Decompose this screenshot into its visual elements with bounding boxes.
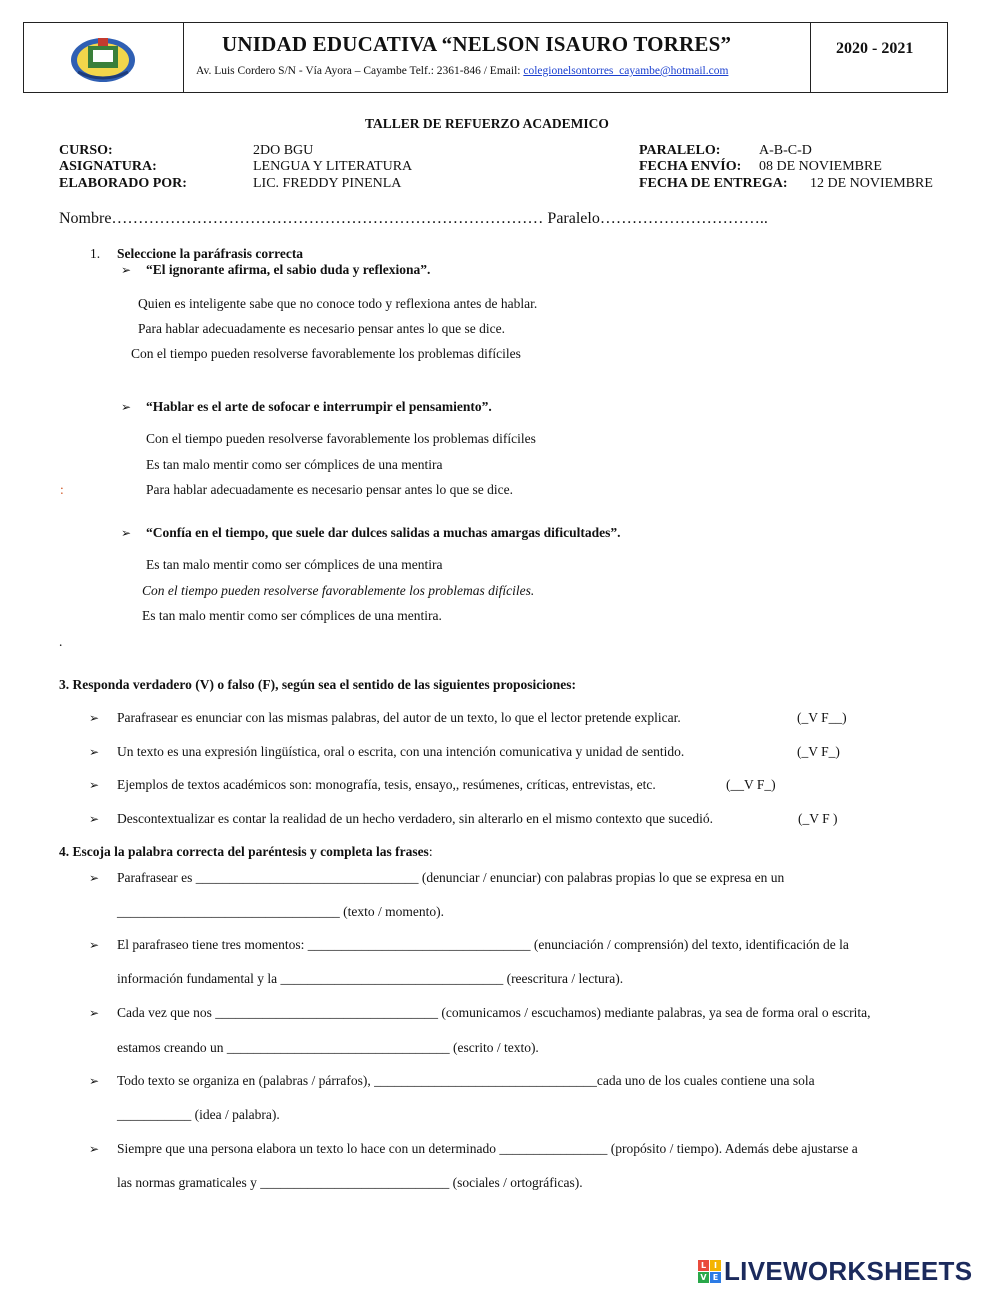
curso-label: CURSO:	[59, 143, 113, 158]
arrow-bullet-icon: ➢	[89, 1142, 100, 1156]
q4-line[interactable]: Todo texto se organiza en (palabras / párrafos), _________________________________cada uno de los cuales contiene una sola	[117, 1073, 815, 1088]
badge-letter: V	[698, 1272, 709, 1283]
arrow-bullet-icon: ➢	[89, 938, 100, 952]
paralelo-label: PARALELO:	[639, 143, 721, 158]
elaborado-value: LIC. FREDDY PINENLA	[253, 176, 402, 191]
fecha-entrega-value: 12 DE NOVIEMBRE	[810, 176, 933, 191]
q3-answer[interactable]: (__V F_)	[726, 777, 776, 792]
side-mark: :	[60, 482, 64, 497]
arrow-bullet-icon: ➢	[89, 778, 100, 792]
email-link[interactable]: colegionelsontorres_cayambe@hotmail.com	[523, 65, 729, 77]
school-year: 2020 - 2021	[836, 40, 914, 57]
q1-number: 1.	[90, 246, 101, 261]
school-address	[196, 65, 728, 77]
liveworksheets-brand: LIVEWORKSHEETS	[724, 1256, 973, 1286]
badge-letter: I	[710, 1260, 721, 1271]
q4-line[interactable]: estamos creando un _________________________________ (escrito / texto).	[117, 1040, 539, 1055]
logo-cell	[24, 23, 184, 92]
school-name: UNIDAD EDUCATIVA “NELSON ISAURO TORRES”	[222, 32, 732, 56]
q1-option[interactable]: Con el tiempo pueden resolverse favorablemente los problemas difíciles	[146, 431, 536, 446]
q1-option[interactable]: Es tan malo mentir como ser cómplices de una mentira	[146, 457, 443, 472]
stray-dot: .	[59, 634, 63, 649]
q4-heading-colon: :	[428, 844, 433, 859]
q4-line[interactable]: ___________ (idea / palabra).	[117, 1107, 280, 1122]
asignatura-label: ASIGNATURA:	[59, 159, 157, 174]
elaborado-label: ELABORADO POR:	[59, 176, 187, 191]
q3-statement: Parafrasear es enunciar con las mismas palabras, del autor de un texto, lo que el lector pretende explicar.	[117, 710, 681, 725]
school-crest-icon	[68, 32, 138, 84]
curso-value: 2DO BGU	[253, 143, 314, 158]
q1-option[interactable]: Para hablar adecuadamente es necesario pensar antes lo que se dice.	[146, 482, 513, 497]
arrow-bullet-icon: ➢	[89, 1006, 100, 1020]
q4-line[interactable]: Cada vez que nos _________________________________ (comunicamos / escuchamos) mediante palabras, ya sea de forma oral o escrita,	[117, 1005, 871, 1020]
arrow-bullet-icon: ➢	[89, 745, 100, 759]
q4-heading-wrap	[59, 844, 433, 860]
q4-line[interactable]: Parafrasear es _________________________________ (denunciar / enunciar) con palabras propias lo que se expresa en un	[117, 870, 785, 885]
q1-option[interactable]: Quien es inteligente sabe que no conoce todo y reflexiona antes de hablar.	[138, 296, 538, 311]
q3-statement: Un texto es una expresión lingüística, oral o escrita, con una intención comunicativa y unidad de sentido.	[117, 744, 685, 759]
q3-answer[interactable]: (_V F )	[798, 811, 838, 826]
q3-heading: 3. Responda verdadero (V) o falso (F), según sea el sentido de las siguientes proposiciones:	[59, 677, 577, 692]
q1-quote-3: “Confía en el tiempo, que suele dar dulces salidas a muchas amargas dificultades”.	[146, 525, 621, 540]
q1-option[interactable]: Con el tiempo pueden resolverse favorablemente los problemas difíciles	[131, 346, 521, 361]
fecha-entrega-label: FECHA DE ENTREGA:	[639, 176, 788, 191]
q3-answer[interactable]: (_V F__)	[797, 710, 847, 725]
liveworksheets-badge-icon	[698, 1260, 722, 1284]
q1-quote-1: “El ignorante afirma, el sabio duda y reflexiona”.	[146, 262, 431, 277]
arrow-bullet-icon: ➢	[89, 812, 100, 826]
liveworksheets-logo	[698, 1256, 972, 1287]
q3-statement: Descontextualizar es contar la realidad de un hecho verdadero, sin alterarlo en el mismo contexto que sucedió.	[117, 811, 714, 826]
arrow-bullet-icon: ➢	[89, 1074, 100, 1088]
q3-answer[interactable]: (_V F_)	[797, 744, 840, 759]
arrow-bullet-icon: ➢	[89, 871, 100, 885]
q4-heading: 4. Escoja la palabra correcta del paréntesis y completa las frases	[59, 844, 429, 859]
fecha-envio-value: 08 DE NOVIEMBRE	[759, 159, 882, 174]
q1-heading: Seleccione la paráfrasis correcta	[117, 246, 304, 261]
arrow-bullet-icon: ➢	[89, 711, 100, 725]
q4-line[interactable]: Siempre que una persona elabora un texto lo hace con un determinado ________________ (propósito / tiempo). Además debe ajustarse a	[117, 1141, 858, 1156]
q1-option[interactable]: Es tan malo mentir como ser cómplices de una mentira.	[142, 608, 442, 623]
name-line[interactable]: Nombre……………………………………………………………………… Paralelo…………………………..	[59, 210, 768, 227]
q3-statement: Ejemplos de textos académicos son: monografía, tesis, ensayo,, resúmenes, críticas, entrevistas, etc.	[117, 777, 656, 792]
q1-quote-2: “Hablar es el arte de sofocar e interrumpir el pensamiento”.	[146, 399, 492, 414]
fecha-envio-label: FECHA ENVÍO:	[639, 159, 742, 174]
arrow-bullet-icon: ➢	[121, 400, 132, 414]
asignatura-value: LENGUA Y LITERATURA	[253, 159, 413, 174]
page-title: TALLER DE REFUERZO ACADEMICO	[365, 116, 609, 131]
q1-option[interactable]: Para hablar adecuadamente es necesario pensar antes lo que se dice.	[138, 321, 505, 336]
q4-line[interactable]: las normas gramaticales y ____________________________ (sociales / ortográficas).	[117, 1175, 583, 1190]
badge-letter: L	[698, 1260, 709, 1271]
arrow-bullet-icon: ➢	[121, 526, 132, 540]
paralelo-value: A-B-C-D	[759, 143, 812, 158]
badge-letter: E	[710, 1272, 721, 1283]
q1-option[interactable]: Es tan malo mentir como ser cómplices de una mentira	[146, 557, 443, 572]
q4-line[interactable]: _________________________________ (texto / momento).	[117, 904, 444, 919]
q4-line[interactable]: información fundamental y la _________________________________ (reescritura / lectura).	[117, 971, 624, 986]
address-text: Av. Luis Cordero S/N - Vía Ayora – Cayambe Telf.: 2361-846 / Email:	[196, 65, 524, 77]
arrow-bullet-icon: ➢	[121, 263, 132, 277]
q1-option[interactable]: Con el tiempo pueden resolverse favorablemente los problemas difíciles.	[142, 583, 535, 598]
q4-line[interactable]: El parafraseo tiene tres momentos: _________________________________ (enunciación / comprensión) del texto, identificación de la	[117, 937, 849, 952]
